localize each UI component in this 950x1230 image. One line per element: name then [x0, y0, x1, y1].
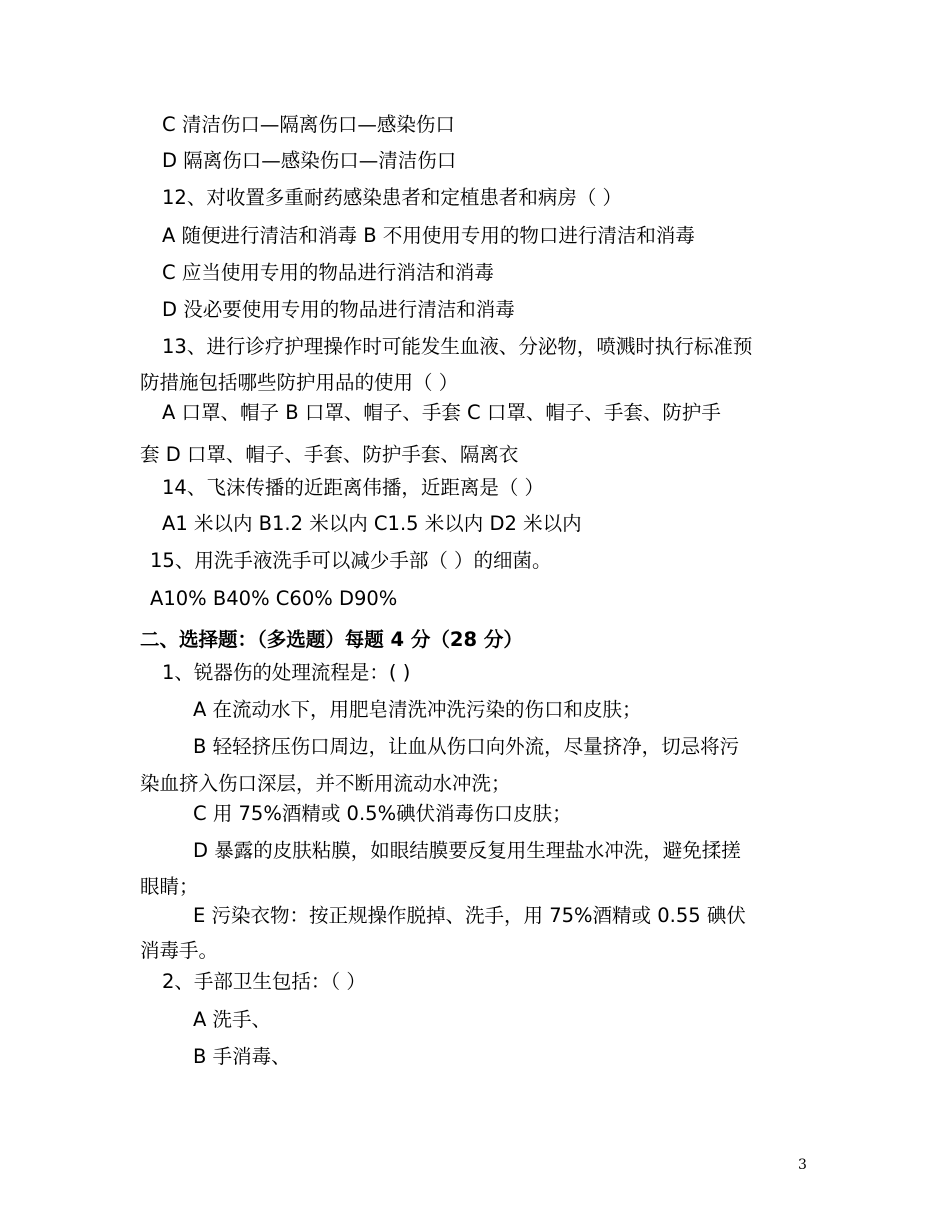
page-number: 3: [798, 1157, 807, 1173]
option-m1c: C 用 75%酒精或 0.5%碘伏消毒伤口皮肤；: [193, 802, 572, 825]
option-m1e-line2: 消毒手。: [140, 939, 219, 962]
question-14: 14、飞沫传播的近距离伟播，近距离是（ ）: [162, 476, 545, 499]
question-13-line2: 防措施包括哪些防护用品的使用（ ）: [140, 371, 459, 394]
option-m1b-line2: 染血挤入伤口深层，并不断用流动水冲洗；: [140, 772, 511, 795]
option-m1b-line1: B 轻轻挤压伤口周边，让血从伤口向外流，尽量挤净，切忌将污: [193, 735, 740, 758]
question-m2: 2、手部卫生包括：（ ）: [162, 970, 366, 993]
options-14: A1 米以内 B1.2 米以内 C1.5 米以内 D2 米以内: [162, 512, 582, 535]
option-12c: C 应当使用专用的物品进行消洁和消毒: [162, 261, 494, 284]
option-11c: C 清洁伤口—隔离伤口—感染伤口: [162, 113, 455, 136]
option-m1e-line1: E 污染衣物：按正规操作脱掉、洗手，用 75%酒精或 0.55 碘伏: [193, 904, 746, 927]
options-13-line2: 套 D 口罩、帽子、手套、防护手套、隔离衣: [140, 443, 519, 466]
option-m1d-line1: D 暴露的皮肤粘膜，如眼结膜要反复用生理盐水冲洗，避免揉搓: [193, 839, 741, 862]
section-heading-multiple-choice: 二、选择题：（多选题）每题 4 分（28 分）: [140, 628, 523, 651]
option-11d: D 隔离伤口—感染伤口—清洁伤口: [162, 149, 457, 172]
question-m1: 1、锐器伤的处理流程是：( ): [162, 661, 411, 684]
question-12: 12、对收置多重耐药感染患者和定植患者和病房（ ）: [162, 186, 623, 209]
option-m2b: B 手消毒、: [193, 1045, 291, 1068]
option-m1d-line2: 眼睛；: [140, 875, 199, 898]
option-m2a: A 洗手、: [193, 1008, 272, 1031]
question-13-line1: 13、进行诊疗护理操作时可能发生血液、分泌物，喷溅时执行标准预: [162, 335, 753, 358]
options-12ab: A 随便进行清洁和消毒 B 不用使用专用的物口进行清洁和消毒: [162, 224, 695, 247]
options-13-line1: A 口罩、帽子 B 口罩、帽子、手套 C 口罩、帽子、手套、防护手: [162, 401, 721, 424]
option-12d: D 没必要使用专用的物品进行清洁和消毒: [162, 298, 515, 321]
option-m1a: A 在流动水下，用肥皂清洗冲洗污染的伤口和皮肤；: [193, 698, 642, 721]
question-15: 15、用洗手液洗手可以减少手部（ ）的细菌。: [150, 549, 552, 572]
options-15: A10% B40% C60% D90%: [150, 587, 398, 610]
